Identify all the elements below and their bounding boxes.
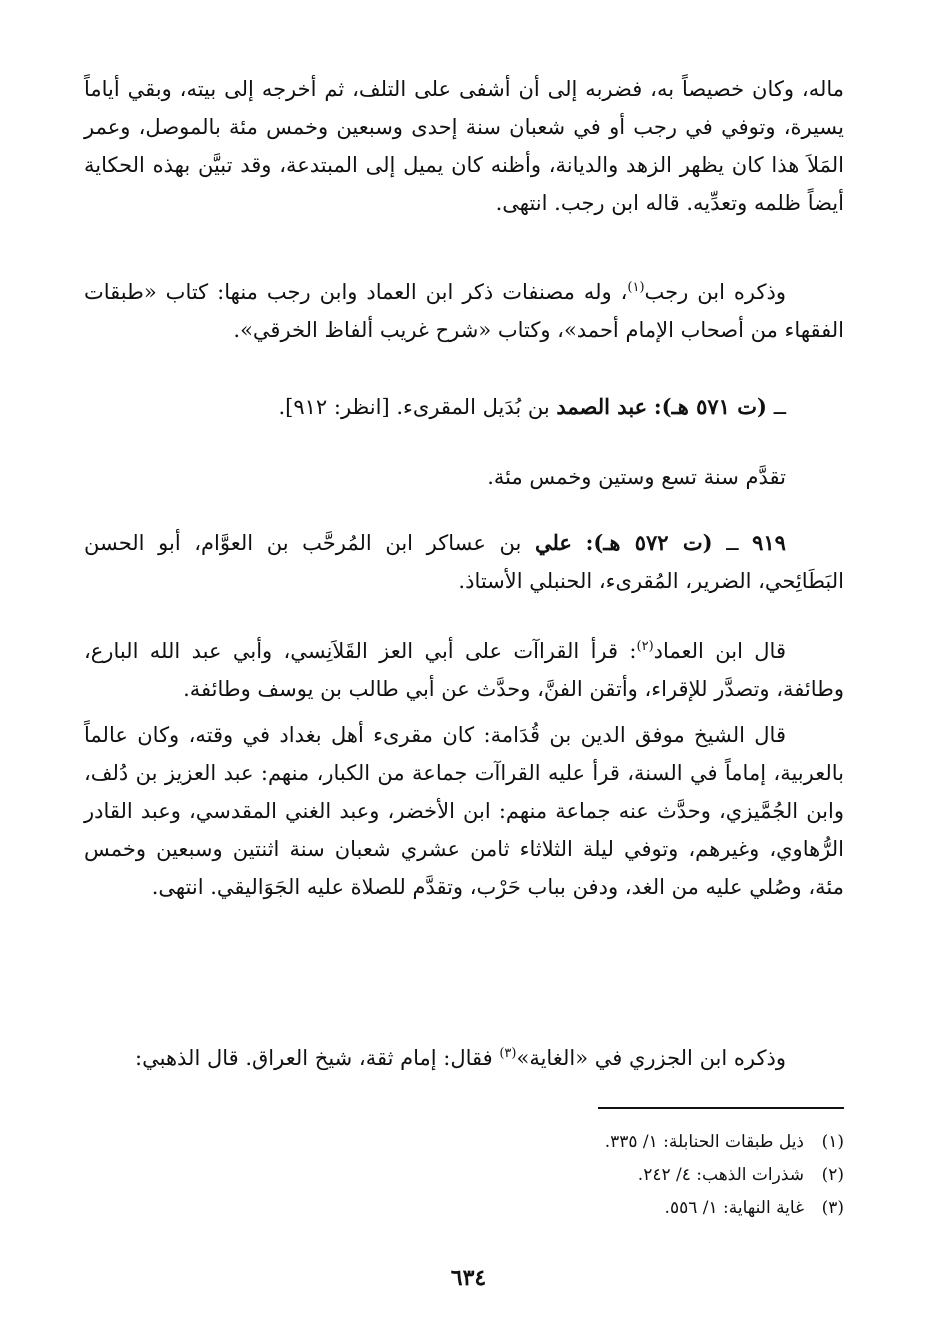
paragraph-text — [84, 632, 844, 708]
entry-name: علي — [534, 530, 572, 555]
paragraph-text: قال الشيخ موفق الدين بن قُدَامة: كان مقرىء أهل بغداد في وقته، وكان عالماً بالعربية، إماماً في السنة، قرأ عليه القراآت جماعة من الكبار، منهم: عبد العزيز بن دُلف، وابن الجُمَّيزي، وحدَّث عنه جماعة منهم: ابن الأخضر، وعبد الغني المقدسي، وعبد القادر الرُّهاوي، وغيرهم، وتوفي ليلة الثلاثاء ثامن عشري شعبان سنة اثنتين وسبعين وخمس مئة، وصُلي عليه من الغد، ودفن بباب حَرْب، وتقدَّم للصلاة عليه الجَوَاليقي. انتهى. — [84, 723, 844, 899]
page-number: ٦٣٤ — [450, 1265, 487, 1291]
paragraph-text: ماله، وكان خصيصاً به، فضربه إلى أن أشفى على التلف، ثم أخرجه إلى بيته، وبقي أياماً يسيرة، وتوفي في رجب أو في شعبان سنة إحدى وسبعين وخمس مئة بالموصل، وعمر المَلاَ هذا كان يظهر الزهد والديانة، وأظنه كان يميل إلى المبتدعة، وقد تبيَّن بهذه الحكاية أيضاً ظلمه وتعدِّيه. قاله ابن رجب. انتهى. — [84, 77, 844, 215]
text-after-footnote: : قرأ القراآت على أبي العز القَلاَنِسي، وأبي عبد الله البارع، وطائفة، وتصدَّر للإقراء، وأتقن الفنَّ، وحدَّث عن أبي طالب بن يوسف وطائفة. — [84, 639, 844, 701]
footnote-marker: (٣) — [499, 1046, 517, 1061]
footnote-marker: (٢) — [636, 639, 654, 654]
footnote-text: غاية النهاية: ١/ ٥٥٦. — [664, 1198, 804, 1218]
text-before-footnote: قال ابن العماد — [653, 639, 786, 663]
footnote-marker: (١) — [627, 280, 645, 295]
entry-rest: بن عساكر ابن المُرحَّب بن العوَّام، أبو الحسن البَطَائِحي، الضرير، المُقرىء، الحنبلي الأستاذ. — [84, 531, 844, 593]
footnotes — [520, 1126, 844, 1225]
footnote-number: (٢) — [821, 1165, 844, 1185]
entry-number: ٩١٩ — [752, 530, 786, 555]
text-after-footnote: فقال: إمام ثقة، شيخ العراق. قال الذهبي: — [135, 1046, 500, 1070]
entry-line — [84, 388, 844, 426]
entry-line — [84, 524, 844, 600]
entry-919-ibn-qudama — [84, 716, 844, 906]
text-before-footnote: وذكره ابن رجب — [644, 280, 786, 304]
paragraph-text: تقدَّم سنة تسع وستين وخمس مئة. — [487, 465, 786, 489]
entry-918-heading — [84, 388, 844, 426]
paragraph-ibn-rajab — [84, 273, 844, 349]
footnote-item — [520, 1159, 844, 1192]
paragraph-continuation — [84, 70, 844, 222]
entry-dash: ــ — [773, 395, 786, 419]
entry-919-heading — [84, 524, 844, 600]
footnote-number: (١) — [821, 1132, 844, 1152]
entry-date: (ت ٥٧٢ هـ): — [585, 530, 713, 555]
entry-919-ibn-imad — [84, 632, 844, 708]
text-after-footnote: ، وله مصنفات ذكر ابن العماد وابن رجب منها: كتاب «طبقات الفقهاء من أصحاب الإمام أحمد»، وكتاب «شرح غريب ألفاظ الخرقي». — [84, 280, 844, 342]
footnote-item — [520, 1126, 844, 1159]
entry-rest: بن بُدَيل المقرىء. [انظر: ٩١٢]. — [278, 395, 550, 419]
footnote-divider — [598, 1107, 844, 1109]
paragraph-text — [84, 1039, 844, 1077]
text-before-footnote: وذكره ابن الجزري في «الغاية» — [516, 1046, 786, 1070]
entry-date: (ت ٥٧١ هـ): — [653, 394, 767, 419]
entry-918-body — [84, 458, 844, 496]
footnote-item — [520, 1192, 844, 1225]
entry-dash: ــ — [726, 531, 739, 555]
footnote-text: شذرات الذهب: ٤/ ٢٤٢. — [637, 1165, 804, 1185]
entry-919-ibn-jazari — [84, 1039, 844, 1077]
footnote-number: (٣) — [821, 1198, 844, 1218]
paragraph-text — [84, 273, 844, 349]
footnote-text: ذيل طبقات الحنابلة: ١/ ٣٣٥. — [604, 1132, 804, 1152]
entry-name: عبد الصمد — [556, 394, 648, 419]
